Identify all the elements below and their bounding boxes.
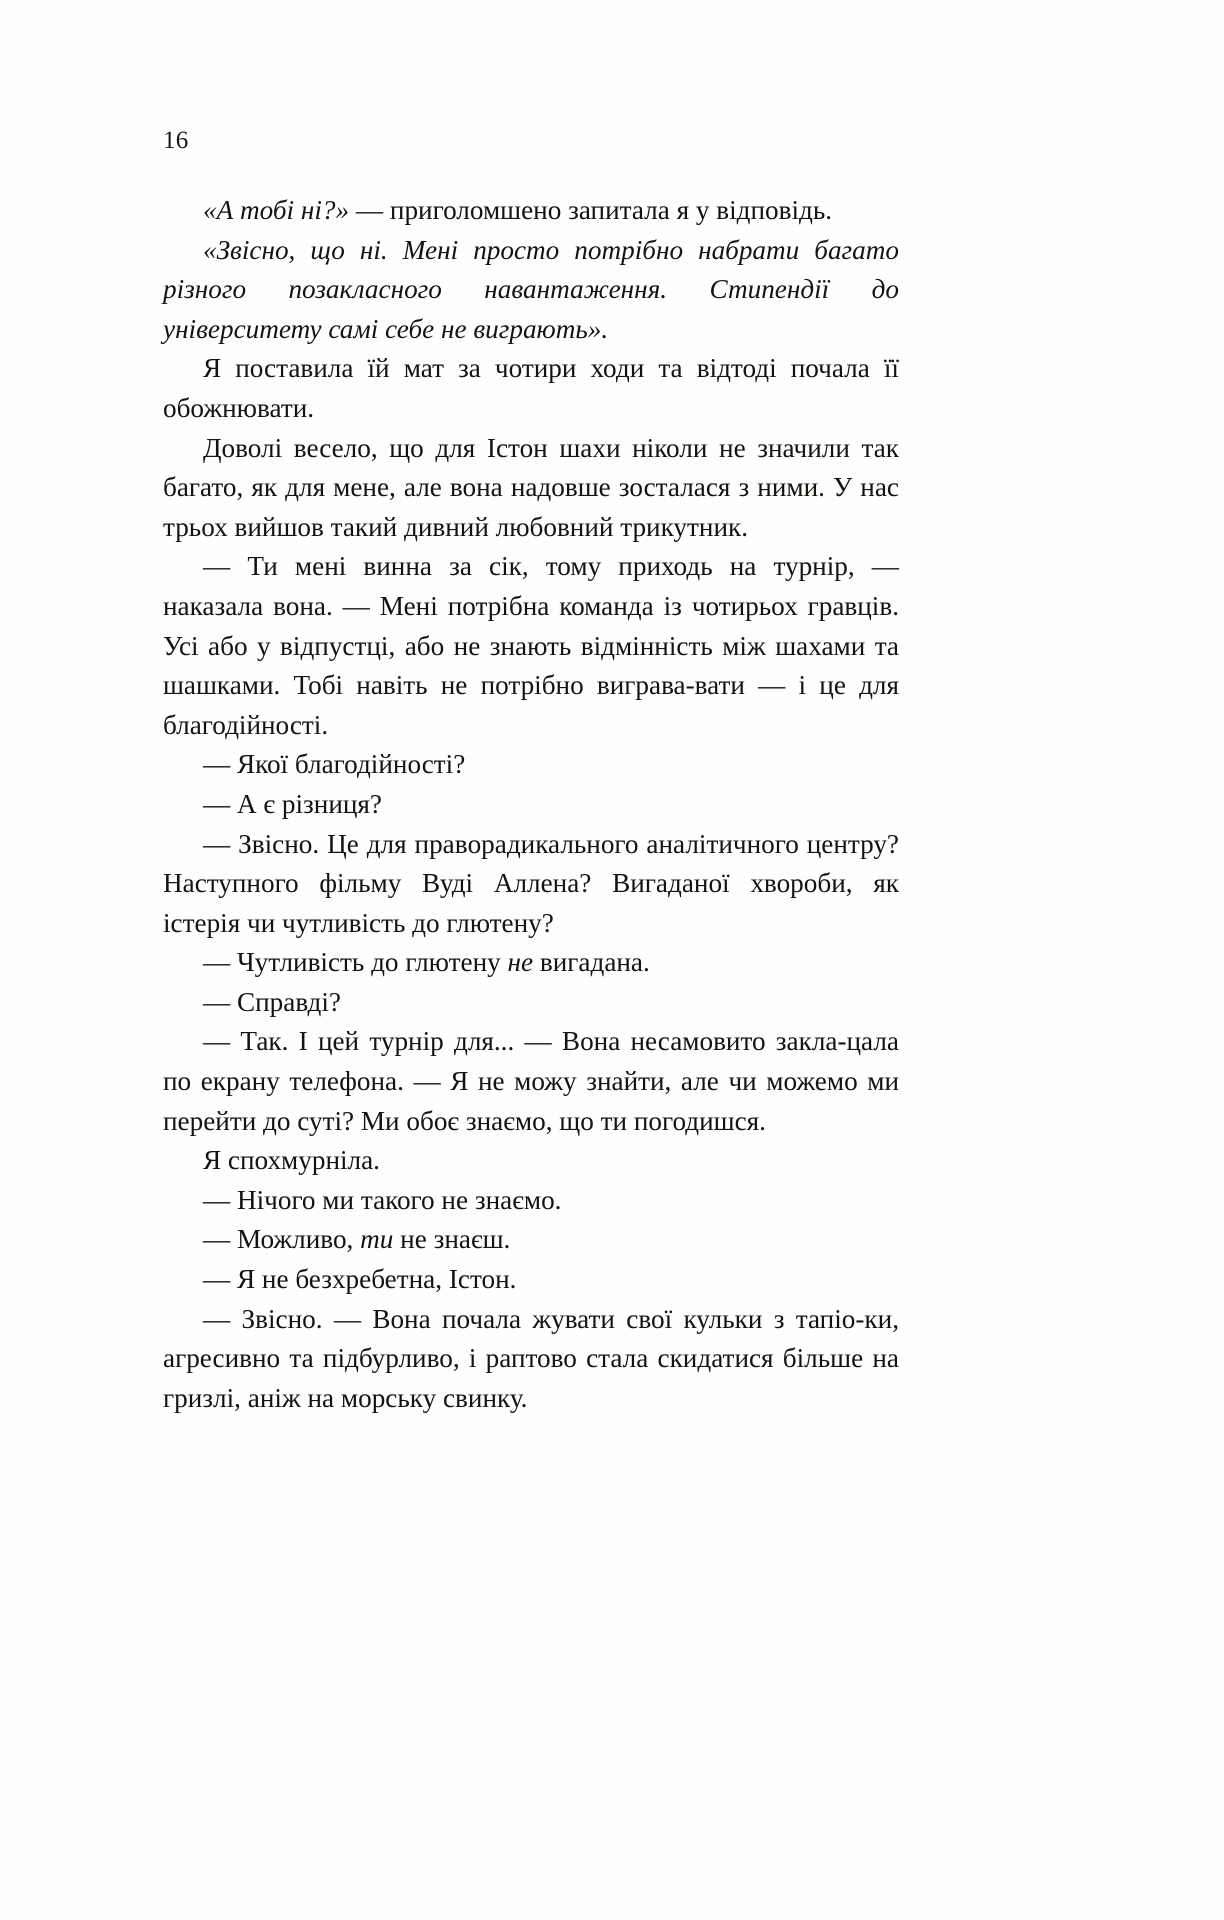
text-run: — А є різниця? bbox=[203, 788, 382, 819]
italic-run: ти bbox=[360, 1224, 394, 1255]
paragraph bbox=[163, 943, 899, 983]
page-number: 16 bbox=[163, 127, 189, 154]
text-run: — Звісно. Це для правoрадикального аналітичного центру? Наступного фільму Вуді Аллена? Вигаданої хвороби, як істерія чи чутливість до глютену? bbox=[163, 828, 899, 938]
text-run: — Нічого ми такого не знаємо. bbox=[203, 1184, 562, 1215]
text-run: Доволі весело, що для Істон шахи ніколи не значили так багато, як для мене, але вона надовше зосталася з ними. У нас трьох вийшов такий дивний любовний трикутник. bbox=[163, 432, 899, 542]
italic-run: «А тобі ні?» bbox=[203, 195, 350, 225]
paragraph bbox=[163, 1181, 899, 1221]
text-run: — Можливо, bbox=[203, 1224, 361, 1255]
paragraph bbox=[163, 547, 899, 745]
text-run: Я спохмурніла. bbox=[203, 1145, 380, 1176]
text-run: — Ти мені винна за сік, тому приходь на турнір, — наказала вона. — Мені потрібна команда із чотирьох гравців. Усі або у відпустці, або не знають відмінність між шахами та шашками. Тобі навіть не потрібно виграва-вати — і це для благодійності. bbox=[163, 551, 899, 740]
paragraph bbox=[163, 349, 899, 428]
text-run: — Чутливість до глютену bbox=[203, 947, 508, 978]
text-run: — Якої благодійності? bbox=[203, 749, 466, 780]
text-run: — Я не безхребетна, Істон. bbox=[203, 1264, 517, 1295]
italic-run: «Звісно, що ні. Мені просто потрібно набрати багато різного позакласного навантаження. Стипендії до університету самі себе не виграють». bbox=[163, 234, 899, 344]
paragraph bbox=[163, 1260, 899, 1300]
text-run: — Звісно. — Вона почала жувати свої кульки з тапіо-ки, агресивно та підбурливо, і раптово стала скидатися більше на гризлі, аніж на морську свинку. bbox=[163, 1303, 899, 1413]
paragraph bbox=[163, 1300, 899, 1419]
text-run: — Справді? bbox=[203, 986, 341, 1017]
paragraph bbox=[163, 745, 899, 785]
text-run: Я поставила їй мат за чотири ходи та відтоді почала її обожнювати. bbox=[163, 353, 899, 423]
italic-run: не bbox=[507, 947, 534, 978]
paragraph bbox=[163, 983, 899, 1023]
paragraph bbox=[163, 1220, 899, 1260]
paragraph bbox=[163, 231, 899, 350]
paragraph bbox=[163, 825, 899, 944]
paragraph bbox=[163, 1141, 899, 1181]
text-run: — Так. І цей турнір для... — Вона несамовито закла-цала по екрану телефона. — Я не можу знайти, але чи можемо ми перейти до суті? Ми обоє знаємо, що ти погодишся. bbox=[163, 1026, 899, 1136]
paragraph bbox=[163, 1022, 899, 1141]
text-block bbox=[163, 191, 899, 1418]
paragraph bbox=[163, 429, 899, 548]
text-run: — приголомшено запитала я у відповідь. bbox=[349, 195, 833, 225]
text-run: вигадана. bbox=[533, 947, 650, 978]
paragraph bbox=[163, 191, 899, 231]
text-run: не знаєш. bbox=[393, 1224, 511, 1255]
paragraph bbox=[163, 785, 899, 825]
